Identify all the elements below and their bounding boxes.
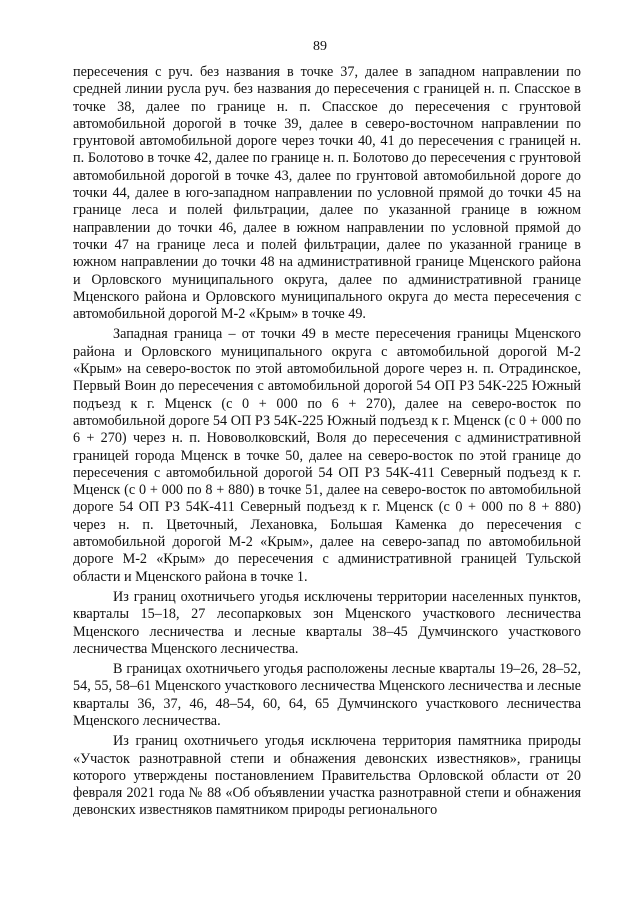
document-body — [73, 64, 581, 823]
paragraph-north-boundary-continuation: пересечения с руч. без названия в точке 37, далее в западном направлении по средней линии русла руч. без названия до пересечения с границей н. п. Спасское в точке 38, далее по границе н. п. Спасское до пересечения с грунтовой автомобильной дорогой в точке 39, далее в северо-восточном направлении по грунтовой автомобильной дороге через точки 40, 41 до пересечения с границей н. п. Болотово в точке 42, далее по границе н. п. Болотово до пересечения с грунтовой автомобильной дорогой в точке 43, далее по грунтовой автомобильной дороге до точки 44, далее в юго-западном направлении по условной прямой до точки 45 на границе леса и полей фильтрации, далее по указанной границе в южном направлении до точки 46, далее в южном направлении по условной прямой до точки 47 на границе леса и полей фильтрации, далее по указанной границе в южном направлении до точки 48 на административной границе Мценского района и Орловского муниципального округа, далее по административной границе Мценского района и Орловского муниципального округа до места пересечения с автомобильной дорогой М-2 «Крым» в точке 49. — [73, 64, 581, 323]
paragraph-nature-monument: Из границ охотничьего угодья исключена территория памятника природы «Участок разнотравной степи и обнажения девонских известняков», границы которого утверждены постановлением Правительства Орловской области от 20 февраля 2021 года № 88 «Об объявлении участка разнотравной степи и обнажения девонских известняков памятником природы регионального — [73, 733, 581, 819]
paragraph-excluded-territories: Из границ охотничьего угодья исключены территории населенных пунктов, кварталы 15–18, 27 лесопарковых зон Мценского участкового лесничества Мценского лесничества и лесные кварталы 38–45 Думчинского участкового лесничества Мценского лесничества. — [73, 588, 581, 657]
paragraph-western-boundary: Западная граница – от точки 49 в месте пересечения границы Мценского района и Орловского муниципального округа с автомобильной дорогой М-2 «Крым» на северо-восток по этой автомобильной дороге через н. п. Отрадинское, Первый Воин до пересечения с автомобильной дорогой 54 ОП РЗ 54К-225 Южный подъезд к г. Мценск (с 0 + 000 по 6 + 270), далее на северо-восток по автомобильной дороге 54 ОП РЗ 54К-225 Южный подъезд к г. Мценск (с 0 + 000 по 6 + 270) через н. п. Нововолковский, Воля до пересечения с административной границей города Мценск в точке 50, далее на северо-восток по этой границе до пересечения с автомобильной дорогой 54 ОП РЗ 54К-411 Северный подъезд к г. Мценск (с 0 + 000 по 8 + 880) в точке 51, далее на северо-восток по автомобильной дороге 54 ОП РЗ 54К-411 Северный подъезд к г. Мценск (с 0 + 000 по 8 + 880) через н. п. Цветочный, Лехановка, Большая Каменка до пересечения с автомобильной дорогой М-2 «Крым», далее на северо-запад по автомобильной дороге М-2 «Крым» до пересечения с административной границей Тульской области и Мценского района в точке 1. — [73, 326, 581, 585]
paragraph-forest-quarters: В границах охотничьего угодья расположены лесные кварталы 19–26, 28–52, 54, 55, 58–61 Мценского участкового лесничества Мценского лесничества и лесные кварталы 36, 37, 46, 48–54, 60, 64, 65 Думчинского участкового лесничества Мценского лесничества. — [73, 661, 581, 729]
page-number: 89 — [313, 39, 327, 54]
